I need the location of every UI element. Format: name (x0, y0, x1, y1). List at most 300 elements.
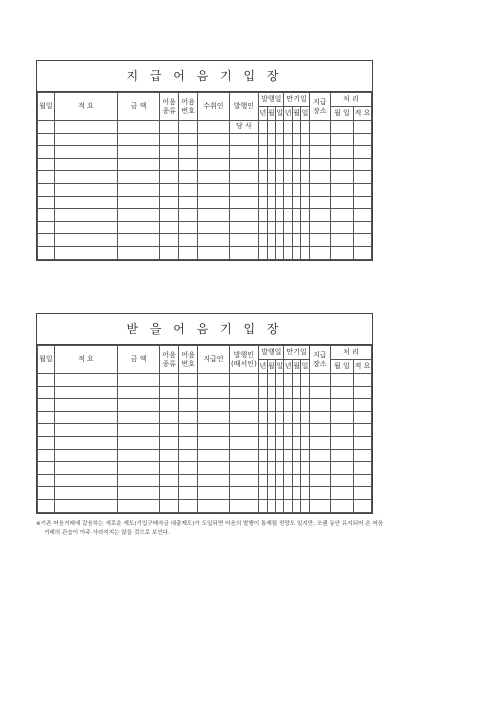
table-cell (301, 411, 309, 424)
table-cell (54, 386, 117, 399)
table-cell (160, 246, 179, 259)
table-cell (160, 158, 179, 171)
table-cell (267, 183, 275, 196)
header-note-type: 어음종류 (160, 93, 179, 121)
table-cell (292, 209, 300, 222)
table-cell (276, 246, 284, 259)
table-cell (229, 234, 258, 247)
table-cell (259, 499, 267, 512)
table-cell (179, 234, 198, 247)
table-cell (284, 209, 292, 222)
header-amount: 금 액 (118, 93, 160, 121)
header-due-year: 년 (284, 107, 292, 121)
table-cell (198, 436, 230, 449)
table-cell (292, 196, 300, 209)
header-due-date: 만기일 (284, 93, 309, 107)
table-cell (259, 424, 267, 437)
table-cell (267, 424, 275, 437)
table-row (38, 234, 372, 247)
table-cell (160, 499, 179, 512)
table-cell (353, 411, 371, 424)
header-note-number: 어음번호 (179, 346, 198, 374)
table-cell (229, 374, 258, 387)
table-cell (284, 196, 292, 209)
table-cell (259, 121, 267, 134)
table-cell (229, 183, 258, 196)
table-cell (198, 158, 230, 171)
table-cell (301, 158, 309, 171)
table-cell (38, 411, 55, 424)
table-cell (229, 158, 258, 171)
table-cell (292, 234, 300, 247)
table-cell (276, 209, 284, 222)
table-cell (38, 449, 55, 462)
table-cell (198, 462, 230, 475)
table-cell (309, 474, 330, 487)
table-cell (118, 183, 160, 196)
table-cell (330, 499, 353, 512)
table-cell (38, 234, 55, 247)
table-cell (179, 399, 198, 412)
table-cell (160, 171, 179, 184)
table-cell (179, 221, 198, 234)
table-cell (292, 171, 300, 184)
table-cell (198, 171, 230, 184)
table-cell (198, 374, 230, 387)
table-cell (353, 121, 371, 134)
table-cell (54, 449, 117, 462)
table-cell (292, 474, 300, 487)
table-cell (284, 424, 292, 437)
header-due-date: 만기일 (284, 346, 309, 360)
table-cell (54, 171, 117, 184)
table-cell (309, 196, 330, 209)
table-cell (118, 158, 160, 171)
table-cell (267, 449, 275, 462)
table-cell (330, 196, 353, 209)
table-cell (330, 474, 353, 487)
header-issue-year: 년 (259, 360, 267, 374)
table-cell (284, 449, 292, 462)
table-cell (309, 386, 330, 399)
header-process-summary: 적 요 (353, 360, 371, 374)
table-cell (259, 209, 267, 222)
table-cell (276, 424, 284, 437)
table-cell (54, 411, 117, 424)
table-cell (179, 246, 198, 259)
header-date: 월일 (38, 346, 55, 374)
table-cell (118, 246, 160, 259)
table-cell (284, 183, 292, 196)
table-cell (118, 399, 160, 412)
payable-notes-ledger (36, 60, 373, 261)
table-cell (160, 374, 179, 387)
table-cell (198, 183, 230, 196)
table-cell (301, 196, 309, 209)
header-issue-date: 발행일 (259, 93, 284, 107)
table-cell (198, 209, 230, 222)
table-cell (54, 424, 117, 437)
table-cell (160, 121, 179, 134)
table-cell (259, 234, 267, 247)
table-row (38, 462, 372, 475)
table-cell (284, 462, 292, 475)
table-cell (38, 386, 55, 399)
table-cell (198, 399, 230, 412)
footnote-line-1: ※기존 어음거래에 갈음하는 새로운 제도(기업구매자금 대출제도)가 도입되면 어음의 발행이 통제될 전망도 있지만, 오랜 동안 유지되어 온 어음 (36, 521, 384, 527)
table-cell (292, 146, 300, 159)
table-cell (276, 121, 284, 134)
table-cell (229, 171, 258, 184)
table-cell (259, 133, 267, 146)
table-cell (292, 386, 300, 399)
table-cell (160, 474, 179, 487)
table-cell (54, 462, 117, 475)
table-cell (284, 234, 292, 247)
table-cell (38, 121, 55, 134)
table-cell (267, 234, 275, 247)
table-cell (118, 133, 160, 146)
table-cell (259, 474, 267, 487)
table-cell (179, 411, 198, 424)
table-cell (301, 374, 309, 387)
table-cell (198, 121, 230, 134)
table-cell (330, 221, 353, 234)
table-cell (54, 399, 117, 412)
table-cell (309, 411, 330, 424)
table-cell (259, 374, 267, 387)
table-cell (301, 221, 309, 234)
table-cell (179, 487, 198, 500)
table-cell (54, 121, 117, 134)
header-issue-month: 월 (267, 107, 275, 121)
table-cell (309, 209, 330, 222)
table-cell (276, 146, 284, 159)
table-cell (301, 487, 309, 500)
table-row (38, 399, 372, 412)
table-cell (198, 133, 230, 146)
table-cell (353, 424, 371, 437)
table-cell (267, 209, 275, 222)
header-process: 처 리 (330, 93, 371, 107)
table-cell (267, 474, 275, 487)
table-cell (276, 158, 284, 171)
table-cell (301, 121, 309, 134)
table-cell (284, 171, 292, 184)
table-cell (353, 209, 371, 222)
table-cell (292, 121, 300, 134)
table-cell (284, 487, 292, 500)
table-cell (267, 499, 275, 512)
header-issuer-endorser: 발행인(배서인) (229, 346, 258, 374)
table-cell (54, 246, 117, 259)
table-cell (229, 436, 258, 449)
table-cell (292, 449, 300, 462)
table-cell (179, 209, 198, 222)
header-issue-day: 일 (276, 360, 284, 374)
header-due-day: 일 (301, 107, 309, 121)
table-cell (54, 221, 117, 234)
table-cell (301, 209, 309, 222)
table-cell (301, 449, 309, 462)
table-cell (198, 386, 230, 399)
table-cell (301, 474, 309, 487)
table-cell (118, 196, 160, 209)
footnote (36, 520, 486, 538)
table-cell (353, 386, 371, 399)
table-cell (259, 221, 267, 234)
table-cell (179, 196, 198, 209)
table-cell (259, 171, 267, 184)
table-cell (229, 221, 258, 234)
table-cell (292, 424, 300, 437)
table-cell (259, 146, 267, 159)
table-cell (38, 462, 55, 475)
table-cell (160, 487, 179, 500)
table-cell (284, 221, 292, 234)
table-cell (330, 183, 353, 196)
header-due-month: 월 (292, 107, 300, 121)
table-cell (54, 234, 117, 247)
table-cell (353, 133, 371, 146)
table-cell (267, 158, 275, 171)
table-cell (309, 121, 330, 134)
table-cell (301, 171, 309, 184)
header-note-number: 어음번호 (179, 93, 198, 121)
table-cell (118, 499, 160, 512)
table-cell (259, 449, 267, 462)
table-cell (179, 183, 198, 196)
table-cell (292, 158, 300, 171)
table-cell (301, 436, 309, 449)
table-cell (118, 424, 160, 437)
table-cell (160, 221, 179, 234)
table-cell (267, 386, 275, 399)
table-cell (198, 487, 230, 500)
table-cell (198, 246, 230, 259)
table-cell (330, 399, 353, 412)
table-cell (54, 146, 117, 159)
table-cell (118, 171, 160, 184)
table-cell (179, 374, 198, 387)
table-cell (38, 146, 55, 159)
header-date: 월일 (38, 93, 55, 121)
table-cell (301, 462, 309, 475)
header-issue-month: 월 (267, 360, 275, 374)
table-cell (160, 424, 179, 437)
table-cell (229, 246, 258, 259)
table-cell (198, 474, 230, 487)
table-cell (38, 424, 55, 437)
table-cell (309, 183, 330, 196)
table-cell (160, 209, 179, 222)
table-cell (353, 246, 371, 259)
table-cell (284, 436, 292, 449)
table-row (38, 411, 372, 424)
table-cell (267, 436, 275, 449)
header-issue-day: 일 (276, 107, 284, 121)
table-cell (118, 449, 160, 462)
table-cell (292, 499, 300, 512)
table-row (38, 146, 372, 159)
table-cell (292, 183, 300, 196)
header-due-day: 일 (301, 360, 309, 374)
table-cell (309, 424, 330, 437)
table-cell (118, 234, 160, 247)
table-cell (267, 146, 275, 159)
table-row (38, 221, 372, 234)
table-cell (330, 246, 353, 259)
table-cell (160, 449, 179, 462)
table-cell (229, 411, 258, 424)
table-cell (276, 183, 284, 196)
table-cell (292, 436, 300, 449)
table-cell (309, 399, 330, 412)
table-cell (198, 449, 230, 462)
table-cell (330, 133, 353, 146)
table-cell (330, 234, 353, 247)
table-cell (38, 158, 55, 171)
table-cell (330, 449, 353, 462)
table-cell (38, 171, 55, 184)
table-cell (229, 209, 258, 222)
table-cell (276, 462, 284, 475)
table-cell (292, 462, 300, 475)
issuer-cell: 당 사 (229, 121, 258, 134)
table-cell (353, 474, 371, 487)
table-row (38, 209, 372, 222)
table-cell (118, 121, 160, 134)
table-cell (179, 386, 198, 399)
table-row (38, 449, 372, 462)
table-cell (330, 158, 353, 171)
table-cell (301, 424, 309, 437)
table-cell (38, 374, 55, 387)
table-cell (301, 246, 309, 259)
table-row (38, 133, 372, 146)
table-cell (259, 411, 267, 424)
table-cell (276, 399, 284, 412)
table-cell (284, 133, 292, 146)
table-cell (38, 436, 55, 449)
table-cell (38, 183, 55, 196)
table-cell (118, 209, 160, 222)
header-payer: 지급인 (198, 346, 230, 374)
table-cell (118, 436, 160, 449)
table-row (38, 196, 372, 209)
header-amount: 금 액 (118, 346, 160, 374)
table-cell (54, 436, 117, 449)
header-issuer: 발행인 (229, 93, 258, 121)
table-cell (267, 399, 275, 412)
table-cell (284, 121, 292, 134)
table-cell (179, 449, 198, 462)
table-cell (276, 499, 284, 512)
table-cell (198, 499, 230, 512)
table-cell (276, 449, 284, 462)
ledger-table (37, 92, 372, 260)
table-cell (353, 436, 371, 449)
table-cell (38, 221, 55, 234)
table-row (38, 474, 372, 487)
table-cell (353, 196, 371, 209)
table-cell (229, 133, 258, 146)
table-cell (198, 146, 230, 159)
table-cell (229, 499, 258, 512)
table-cell (160, 146, 179, 159)
table-cell (229, 386, 258, 399)
header-process: 처 리 (330, 346, 371, 360)
table-cell (309, 487, 330, 500)
table-cell (330, 436, 353, 449)
table-cell (54, 209, 117, 222)
table-cell (267, 196, 275, 209)
table-cell (160, 399, 179, 412)
table-cell (38, 209, 55, 222)
table-cell (267, 411, 275, 424)
table-cell (198, 411, 230, 424)
table-row (38, 374, 372, 387)
table-cell (276, 221, 284, 234)
table-cell (38, 399, 55, 412)
table-cell (267, 487, 275, 500)
table-cell (229, 474, 258, 487)
table-cell (353, 462, 371, 475)
header-issue-year: 년 (259, 107, 267, 121)
table-cell (179, 171, 198, 184)
table-cell (160, 436, 179, 449)
table-cell (267, 462, 275, 475)
table-cell (38, 499, 55, 512)
table-cell (229, 449, 258, 462)
table-cell (118, 462, 160, 475)
table-cell (330, 146, 353, 159)
header-pay-place: 지급장소 (309, 93, 330, 121)
table-cell (284, 399, 292, 412)
table-cell (292, 411, 300, 424)
table-cell (309, 462, 330, 475)
table-cell (284, 499, 292, 512)
table-cell (160, 234, 179, 247)
table-cell (301, 133, 309, 146)
table-cell (38, 474, 55, 487)
table-cell (118, 411, 160, 424)
table-cell (118, 386, 160, 399)
table-cell (259, 246, 267, 259)
table-cell (118, 374, 160, 387)
table-row (38, 436, 372, 449)
table-cell (267, 133, 275, 146)
table-cell (160, 462, 179, 475)
table-cell (353, 487, 371, 500)
table-cell (301, 183, 309, 196)
table-cell (309, 436, 330, 449)
table-cell (259, 183, 267, 196)
table-cell (309, 158, 330, 171)
table-cell (276, 171, 284, 184)
table-cell (267, 121, 275, 134)
table-cell (160, 386, 179, 399)
table-cell (353, 499, 371, 512)
header-issue-date: 발행일 (259, 346, 284, 360)
table-cell (267, 246, 275, 259)
table-row (38, 121, 372, 134)
table-cell (118, 487, 160, 500)
table-cell (284, 374, 292, 387)
table-cell (54, 183, 117, 196)
table-cell (330, 424, 353, 437)
header-summary: 적 요 (54, 346, 117, 374)
